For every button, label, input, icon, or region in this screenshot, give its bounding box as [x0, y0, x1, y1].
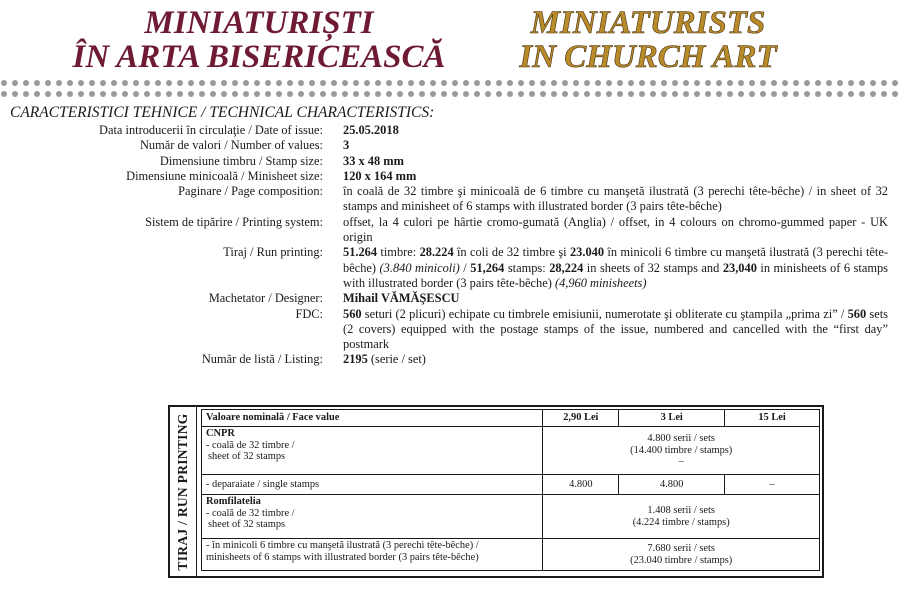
divider-dot — [650, 91, 656, 97]
run-text: / — [459, 260, 471, 275]
divider-dot — [606, 80, 612, 86]
divider-dot — [584, 80, 590, 86]
printing-system: offset, la 4 culori pe hârtie cromo-gumată (Anglia) / offset, in 4 colours on chromo-gummed paper - UK origin — [343, 214, 888, 245]
section-heading: CARACTERISTICI TEHNICE / TECHNICAL CHARACTERISTICS: — [10, 104, 435, 121]
divider-dot — [573, 80, 579, 86]
spec-label: Data introducerii în circulaţie / Date of issue: — [99, 123, 323, 137]
divider-dot — [738, 91, 744, 97]
spec-value — [343, 169, 888, 184]
minisheet-size: 120 x 164 mm — [343, 168, 417, 183]
title-english — [508, 6, 788, 74]
divider-dot — [848, 91, 854, 97]
divider-dot — [430, 80, 436, 86]
divider-dot — [419, 80, 425, 86]
divider-dot — [661, 91, 667, 97]
divider-dot — [540, 91, 546, 97]
title-english-line-1: MINIATURISTS — [530, 5, 766, 41]
fdc-number: 560 — [847, 306, 867, 321]
divider-dot — [683, 80, 689, 86]
divider-dot — [782, 80, 788, 86]
spec-label: Paginare / Page composition: — [178, 184, 323, 199]
cnpr-line-2: sheet of 32 stamps — [208, 451, 286, 463]
title-romanian-line-2: ÎN ARTA BISERICEASCĂ — [72, 39, 446, 75]
divider-dot — [56, 80, 62, 86]
divider-dot — [309, 91, 315, 97]
divider-dot — [518, 80, 524, 86]
divider-dot — [210, 80, 216, 86]
divider-dot — [232, 91, 238, 97]
run-note: (4,960 minisheets) — [554, 275, 647, 290]
divider-dot — [551, 80, 557, 86]
divider-dot — [375, 80, 381, 86]
divider-dot — [881, 80, 887, 86]
header-value-2: 3 Lei — [619, 410, 725, 427]
spec-row-date — [10, 123, 888, 138]
divider-dot — [122, 80, 128, 86]
divider-dot — [452, 91, 458, 97]
divider-dot — [441, 80, 447, 86]
listing-suffix: (serie / set) — [367, 352, 426, 367]
title-romanian-line-1: MINIATURIȘTI — [144, 5, 374, 41]
cnpr-sets: 4.800 serii / sets — [647, 433, 715, 445]
table-row-romfilatelia — [202, 495, 820, 539]
divider-dot — [529, 80, 535, 86]
divider-dot — [89, 91, 95, 97]
divider-dot — [837, 80, 843, 86]
divider-dot — [309, 80, 315, 86]
table-row-single-stamps — [202, 475, 820, 495]
divider-dot — [430, 91, 436, 97]
technical-specs — [10, 123, 888, 368]
divider-dot — [298, 80, 304, 86]
divider-dot — [320, 91, 326, 97]
divider-dot — [551, 91, 557, 97]
run-text: in sheets of 32 stamps and — [583, 260, 723, 275]
designer-name: Mihail VĂMĂŞESCU — [343, 291, 460, 306]
divider-dot — [133, 91, 139, 97]
divider-dot — [760, 91, 766, 97]
divider-dot — [221, 80, 227, 86]
run-printing-table — [201, 409, 820, 571]
divider-dot — [166, 80, 172, 86]
table-header-row — [202, 410, 820, 427]
divider-dot — [463, 80, 469, 86]
divider-dot — [672, 80, 678, 86]
divider-dot — [34, 91, 40, 97]
divider-dot — [210, 91, 216, 97]
divider-dot — [617, 91, 623, 97]
fdc-description — [343, 307, 888, 353]
spec-row-listing — [10, 352, 888, 367]
divider-dot — [254, 80, 260, 86]
divider-dot — [771, 80, 777, 86]
divider-dot — [892, 91, 898, 97]
divider-dot — [375, 91, 381, 97]
divider-dot — [78, 80, 84, 86]
side-label-text: TIRAJ / RUN PRINTING — [175, 412, 190, 571]
divider-dot — [606, 91, 612, 97]
dotted-divider-top — [0, 79, 900, 87]
spec-row-page-composition — [10, 184, 888, 215]
divider-dot — [804, 80, 810, 86]
divider-dot — [243, 91, 249, 97]
divider-dot — [23, 91, 29, 97]
cnpr-stamps: (14.400 timbre / stamps) — [630, 444, 733, 456]
divider-dot — [848, 80, 854, 86]
divider-dot — [584, 91, 590, 97]
title-english-line-2: IN CHURCH ART — [519, 39, 777, 75]
divider-dot — [441, 91, 447, 97]
divider-dot — [287, 91, 293, 97]
divider-dot — [144, 80, 150, 86]
divider-dot — [155, 91, 161, 97]
divider-dot — [727, 80, 733, 86]
divider-dot — [397, 80, 403, 86]
cnpr-label-cell — [202, 427, 543, 475]
divider-dot — [265, 80, 271, 86]
divider-dot — [276, 91, 282, 97]
single-stamps-value-1: 4.800 — [543, 475, 619, 495]
run-note: (3.840 minicoli) — [379, 260, 460, 275]
run-number: 51,264 — [470, 260, 505, 275]
divider-dot — [683, 91, 689, 97]
cnpr-name: CNPR — [206, 428, 235, 439]
divider-dot — [254, 91, 260, 97]
run-text: timbre: — [377, 245, 420, 260]
divider-dot — [705, 91, 711, 97]
divider-dot — [199, 91, 205, 97]
divider-dot — [573, 91, 579, 97]
divider-dot — [859, 91, 865, 97]
spec-value — [343, 291, 888, 306]
divider-dot — [111, 91, 117, 97]
divider-dot — [199, 80, 205, 86]
run-number: 23.040 — [569, 245, 605, 260]
divider-dot — [133, 80, 139, 86]
divider-dot — [452, 80, 458, 86]
divider-dot — [529, 91, 535, 97]
divider-dot — [815, 80, 821, 86]
divider-dot — [111, 80, 117, 86]
divider-dot — [122, 91, 128, 97]
divider-dot — [639, 80, 645, 86]
romfilatelia-sets: 1.408 serii / sets — [647, 504, 715, 516]
divider-dot — [474, 80, 480, 86]
divider-dot — [364, 80, 370, 86]
divider-dot — [23, 80, 29, 86]
romfilatelia-value-cell — [543, 495, 820, 539]
divider-dot — [749, 91, 755, 97]
divider-dot — [661, 80, 667, 86]
run-number: 28,224 — [549, 260, 584, 275]
divider-dot — [56, 91, 62, 97]
spec-row-fdc — [10, 307, 888, 353]
run-number: 28.224 — [419, 245, 454, 260]
divider-dot — [331, 80, 337, 86]
divider-dot — [353, 80, 359, 86]
divider-dot — [1, 80, 7, 86]
romfilatelia-line-1: - coală de 32 timbre / — [206, 507, 295, 519]
divider-dot — [760, 80, 766, 86]
divider-dot — [353, 91, 359, 97]
spec-row-stamp-size — [10, 154, 888, 169]
divider-dot — [67, 91, 73, 97]
divider-dot — [276, 80, 282, 86]
divider-dot — [793, 80, 799, 86]
divider-dot — [749, 80, 755, 86]
divider-dot — [705, 80, 711, 86]
divider-dot — [265, 91, 271, 97]
divider-dot — [331, 91, 337, 97]
divider-dot — [859, 80, 865, 86]
divider-dot — [177, 91, 183, 97]
minisheets-value-cell — [543, 539, 820, 571]
divider-dot — [67, 80, 73, 86]
spec-label: Machetator / Designer: — [208, 291, 323, 306]
title-romanian — [64, 6, 454, 74]
table-row-minisheets — [202, 539, 820, 571]
divider-dot — [221, 91, 227, 97]
divider-dot — [188, 91, 194, 97]
divider-dot — [815, 91, 821, 97]
divider-dot — [738, 80, 744, 86]
divider-dot — [771, 91, 777, 97]
divider-dot — [496, 80, 502, 86]
divider-dot — [78, 91, 84, 97]
divider-dot — [474, 91, 480, 97]
header-face-value: Valoare nominală / Face value — [202, 410, 543, 427]
run-number: 51.264 — [343, 245, 378, 260]
romfilatelia-label-cell — [202, 495, 543, 539]
divider-dot — [386, 80, 392, 86]
divider-dot — [639, 91, 645, 97]
divider-dot — [34, 80, 40, 86]
divider-dot — [727, 91, 733, 97]
run-printing-box — [168, 405, 824, 578]
divider-dot — [232, 80, 238, 86]
spec-value — [343, 154, 888, 169]
divider-dot — [870, 80, 876, 86]
divider-dot — [881, 91, 887, 97]
divider-dot — [177, 80, 183, 86]
divider-dot — [155, 80, 161, 86]
divider-dot — [320, 80, 326, 86]
spec-row-values — [10, 138, 888, 153]
divider-dot — [100, 91, 106, 97]
divider-dot — [672, 91, 678, 97]
header-value-3: 15 Lei — [725, 410, 820, 427]
run-text: în coli de 32 timbre şi — [453, 245, 570, 260]
minisheets-sets: 7.680 serii / sets — [647, 542, 715, 554]
divider-dot — [342, 91, 348, 97]
divider-dot — [716, 91, 722, 97]
run-printing — [343, 245, 888, 291]
divider-dot — [507, 91, 513, 97]
divider-dot — [287, 80, 293, 86]
divider-dot — [89, 80, 95, 86]
divider-dot — [144, 91, 150, 97]
cnpr-value-cell — [543, 427, 820, 475]
fdc-text: sets (2 covers) equipped with the postage stamps of the issue, numbered and cancelled with the “first day” postmark — [343, 306, 888, 352]
divider-dot — [45, 91, 51, 97]
spec-label: Dimensiune timbru / Stamp size: — [159, 153, 323, 168]
run-number: 23,040 — [722, 260, 757, 275]
divider-dot — [1, 91, 7, 97]
spec-row-designer — [10, 291, 888, 306]
spec-row-run-printing — [10, 245, 888, 291]
divider-dot — [793, 91, 799, 97]
cnpr-line-1: - coală de 32 timbre / — [206, 439, 295, 451]
divider-dot — [782, 91, 788, 97]
divider-dot — [485, 80, 491, 86]
dotted-divider-bottom — [0, 90, 900, 98]
spec-value — [343, 123, 888, 138]
divider-dot — [166, 91, 172, 97]
stamp-size: 33 x 48 mm — [343, 153, 404, 168]
romfilatelia-stamps: (4.224 timbre / stamps) — [632, 516, 730, 528]
minisheets-stamps: (23.040 timbre / stamps) — [630, 554, 733, 566]
run-text: in minisheets of 6 stamps with illustrated border (3 pairs tête-bêche) — [343, 260, 889, 290]
date-of-issue: 25.05.2018 — [343, 123, 399, 137]
minisheets-label-cell — [202, 539, 543, 571]
divider-dot — [419, 91, 425, 97]
divider-dot — [12, 91, 18, 97]
divider-dot — [628, 80, 634, 86]
minisheets-line-2: minisheets of 6 stamps with illustrated border (3 pairs tête-bêche) — [206, 551, 479, 563]
divider-dot — [804, 91, 810, 97]
divider-dot — [837, 91, 843, 97]
single-stamps-value-2: 4.800 — [619, 475, 725, 495]
spec-label: Dimensiune minicoală / Minisheet size: — [126, 168, 323, 183]
spec-label: FDC: — [295, 306, 323, 321]
divider-dot — [386, 91, 392, 97]
fdc-text: seturi (2 plicuri) echipate cu timbrele emisiunii, numerotate şi obliterate cu ştampila „prima zi” / — [361, 306, 848, 321]
divider-dot — [100, 80, 106, 86]
divider-dot — [628, 91, 634, 97]
divider-dot — [463, 91, 469, 97]
divider-dot — [485, 91, 491, 97]
spec-label: Tiraj / Run printing: — [223, 245, 323, 260]
spec-row-printing-system — [10, 215, 888, 246]
divider-dot — [408, 80, 414, 86]
divider-dot — [716, 80, 722, 86]
divider-dot — [562, 80, 568, 86]
divider-dot — [243, 80, 249, 86]
fdc-number: 560 — [343, 306, 362, 321]
spec-row-minisheet-size — [10, 169, 888, 184]
romfilatelia-name: Romfilatelia — [206, 496, 261, 507]
page-composition: în coală de 32 timbre şi minicoală de 6 timbre cu manşetă ilustrată (3 perechi tête-bêche) / in sheet of 32 stamps and minisheet of 6 stamps with illustrated border (3 pairs tête-bêche) — [343, 184, 888, 214]
run-text: stamps: — [504, 260, 550, 275]
divider-dot — [298, 91, 304, 97]
divider-dot — [364, 91, 370, 97]
spec-label: Număr de valori / Number of values: — [139, 138, 323, 153]
divider-dot — [408, 91, 414, 97]
spec-label: Număr de listă / Listing: — [201, 352, 323, 367]
divider-dot — [507, 80, 513, 86]
divider-dot — [694, 91, 700, 97]
romfilatelia-line-2: sheet of 32 stamps — [208, 519, 286, 531]
divider-dot — [562, 91, 568, 97]
run-printing-side-label — [170, 407, 197, 576]
run-text: în minicoli 6 timbre cu manşetă ilustrată (3 perechi tête-bêche) — [343, 245, 888, 275]
divider-dot — [826, 91, 832, 97]
divider-dot — [826, 80, 832, 86]
minisheets-line-1: - în minicoli 6 timbre cu manşetă ilustrată (3 perechi tête-bêche) / — [206, 540, 479, 551]
cnpr-dash: – — [678, 456, 684, 468]
single-stamps-value-3: – — [725, 475, 820, 495]
divider-dot — [540, 80, 546, 86]
header-value-1: 2,90 Lei — [543, 410, 619, 427]
listing — [343, 352, 888, 367]
divider-dot — [892, 80, 898, 86]
divider-dot — [342, 80, 348, 86]
listing-number: 2195 — [343, 352, 368, 367]
divider-dot — [518, 91, 524, 97]
divider-dot — [595, 91, 601, 97]
divider-dot — [188, 80, 194, 86]
divider-dot — [397, 91, 403, 97]
spec-label: Sistem de tipărire / Printing system: — [145, 214, 323, 229]
number-of-values: 3 — [343, 138, 350, 153]
table-row-cnpr — [202, 427, 820, 475]
divider-dot — [870, 91, 876, 97]
divider-dot — [650, 80, 656, 86]
divider-dot — [595, 80, 601, 86]
divider-dot — [45, 80, 51, 86]
divider-dot — [694, 80, 700, 86]
divider-dot — [12, 80, 18, 86]
single-stamps-label: - deparaiate / single stamps — [202, 475, 543, 495]
divider-dot — [496, 91, 502, 97]
divider-dot — [617, 80, 623, 86]
spec-value — [343, 138, 888, 153]
